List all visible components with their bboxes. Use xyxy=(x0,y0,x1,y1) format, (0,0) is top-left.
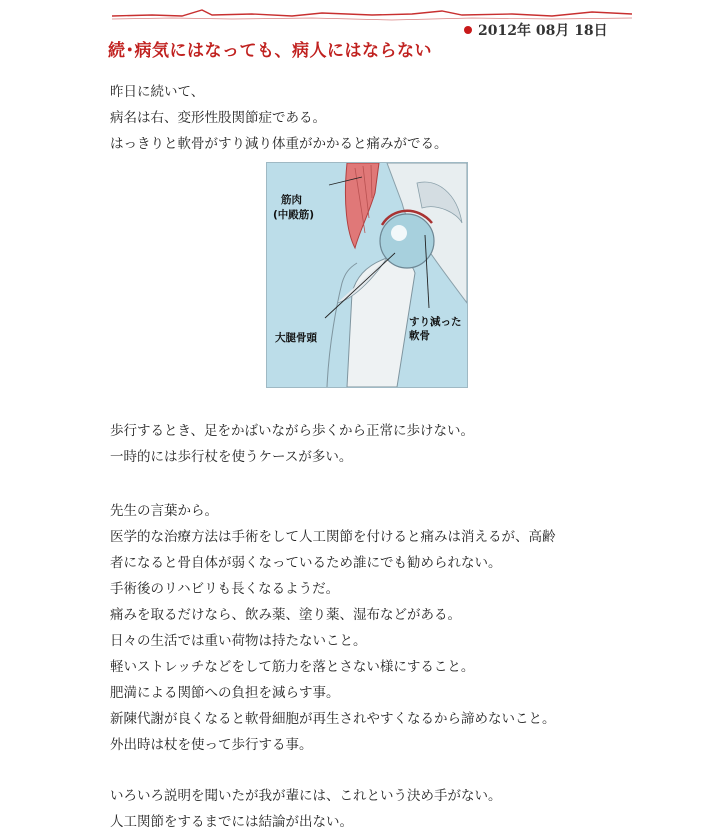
text-line: 先生の言葉から。 xyxy=(110,503,218,519)
post-date xyxy=(464,20,608,40)
conclusion-paragraph xyxy=(110,783,502,835)
text-line: 一時的には歩行杖を使うケースが多い。 xyxy=(110,449,353,465)
text-line: 痛みを取るだけなら、飲み薬、塗り薬、湿布などがある。 xyxy=(110,607,461,623)
bullet-dot-icon xyxy=(464,26,472,34)
text-line: 新陳代謝が良くなると軟骨細胞が再生されやすくなるから諦めないこと。 xyxy=(110,711,556,727)
text-line: 歩行するとき、足をかばいながら歩くから正常に歩けない。 xyxy=(110,423,474,439)
doctor-advice-paragraph xyxy=(110,498,556,758)
text-line: いろいろ説明を聞いたが我が輩には、これという決め手がない。 xyxy=(110,788,502,804)
post-date-text: 2012年 08月 18日 xyxy=(478,23,608,39)
muscle-sub-label: (中殿筋) xyxy=(273,209,315,221)
post-title: 続･病気にはなっても、病人にはならない xyxy=(108,41,432,61)
text-line: はっきりと軟骨がすり減り体重がかかると痛みがでる。 xyxy=(110,136,448,152)
text-line: 医学的な治療方法は手術をして人工関節を付けると痛みは消えるが、高齢 xyxy=(110,529,556,545)
cartilage-label-2: 軟骨 xyxy=(409,330,430,342)
text-line: 病名は右、変形性股関節症である。 xyxy=(110,110,326,126)
text-line: 人工関節をするまでには結論が出ない。 xyxy=(110,814,353,830)
intro-paragraph xyxy=(110,79,448,157)
femoral-head-label: 大腿骨頭 xyxy=(275,332,317,344)
hip-joint-illustration xyxy=(266,162,468,388)
text-line: 者になると骨自体が弱くなっているため誰にでも勧められない。 xyxy=(110,555,502,571)
text-line: 昨日に続いて、 xyxy=(110,84,205,100)
text-line: 手術後のリハビリも長くなるようだ。 xyxy=(110,581,340,597)
muscle-label: 筋肉 xyxy=(281,194,302,206)
text-line: 軽いストレッチなどをして筋力を落とさない様にすること。 xyxy=(110,659,475,675)
text-line: 肥満による関節への負担を減らす事。 xyxy=(110,685,340,701)
cartilage-label-1: すり減った xyxy=(409,316,462,328)
walking-paragraph xyxy=(110,418,474,470)
text-line: 外出時は杖を使って歩行する事。 xyxy=(110,737,313,753)
text-line: 日々の生活では重い荷物は持たないこと。 xyxy=(110,633,367,649)
